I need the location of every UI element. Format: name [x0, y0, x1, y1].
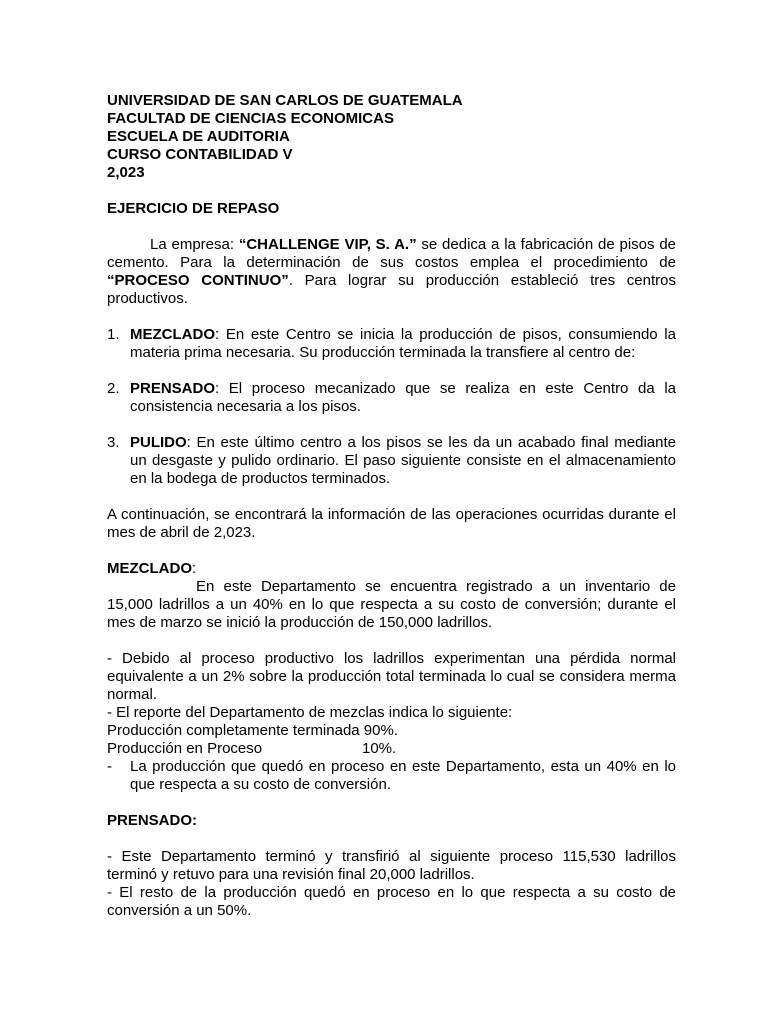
faculty-name: FACULTAD DE CIENCIAS ECONOMICAS: [107, 110, 394, 127]
intro-text-2: se dedica a la fabricación de pisos de cemento. Para la determinación de sus costos emplea el procedimiento de: [107, 236, 677, 271]
report-row-in-process: [107, 740, 676, 758]
course-year: 2,023: [107, 164, 145, 181]
center-description: : En este Centro se inicia la producción de pisos, consumiendo la materia prima necesaria. Su producción terminada la transfiere al centro de:: [130, 326, 676, 361]
center-name: PRENSADO: [130, 380, 216, 397]
company-name: “CHALLENGE VIP, S. A.”: [238, 236, 417, 253]
note-text: La producción que quedó en proceso en este Departamento, esta un 40% en lo que respecta a su costo de conversión.: [130, 758, 676, 793]
mezclado-heading: [107, 560, 676, 578]
exercise-title: EJERCICIO DE REPASO: [107, 200, 280, 217]
prensado-transfer-paragraph: - Este Departamento terminó y transfirió al siguiente proceso 115,530 ladrillos terminó y retuvo para una revisión final 20,000 ladrillos.: [107, 848, 676, 883]
center-item-pulido: [107, 434, 676, 488]
dash-marker: -: [107, 758, 112, 775]
center-description: : En este último centro a los pisos se les da un acabado final mediante un desgaste y pulido ordinario. El paso siguiente consiste en el almacenamiento en la bodega de productos terminados.: [130, 434, 676, 487]
mezclado-inventory-paragraph: En este Departamento se encuentra registrado a un inventario de 15,000 ladrillos a un 40% en lo que respecta a su costo de conversión; durante el mes de marzo se inició la producción de 150,000 ladrillos.: [107, 578, 676, 631]
mezclado-loss-paragraph: - Debido al proceso productivo los ladrillos experimentan una pérdida normal equivalente a un 2% sobre la producción total terminada lo cual se considera merma normal.: [107, 650, 676, 703]
continuation-paragraph: A continuación, se encontrará la información de las operaciones ocurridas durante el mes de abril de 2,023.: [107, 506, 676, 541]
method-name: “PROCESO CONTINUO”: [107, 272, 289, 289]
document-page: [107, 92, 676, 920]
center-item-prensado: [107, 380, 676, 416]
course-name: CURSO CONTABILIDAD V: [107, 146, 293, 163]
intro-paragraph: [107, 236, 676, 308]
center-description: : El proceso mecanizado que se realiza en este Centro da la consistencia necesaria a los pisos.: [130, 380, 676, 415]
mezclado-heading-colon: :: [192, 560, 197, 577]
center-number: 1.: [107, 326, 120, 343]
report-row-label: Producción en Proceso: [107, 740, 263, 757]
mezclado-process-note: [107, 758, 676, 794]
intro-text-3: . Para lograr su producción estableció tres centros productivos.: [107, 272, 676, 307]
center-number: 2.: [107, 380, 120, 397]
school-name: ESCUELA DE AUDITORIA: [107, 128, 290, 145]
report-row-completed: Producción completamente terminada 90%.: [107, 722, 398, 739]
university-name: UNIVERSIDAD DE SAN CARLOS DE GUATEMALA: [107, 92, 463, 109]
center-item-mezclado: [107, 326, 676, 362]
mezclado-heading-text: MEZCLADO: [107, 560, 192, 577]
intro-text-1: La empresa:: [150, 236, 239, 253]
center-name: MEZCLADO: [130, 326, 215, 343]
mezclado-report-intro: - El reporte del Departamento de mezclas indica lo siguiente:: [107, 704, 513, 721]
prensado-heading: PRENSADO:: [107, 812, 198, 829]
document-header: [107, 92, 676, 182]
center-number: 3.: [107, 434, 120, 451]
center-name: PULIDO: [130, 434, 187, 451]
prensado-remainder-paragraph: - El resto de la producción quedó en proceso en lo que respecta a su costo de conversión a un 50%.: [107, 884, 676, 919]
report-row-value: 10%.: [362, 740, 397, 757]
